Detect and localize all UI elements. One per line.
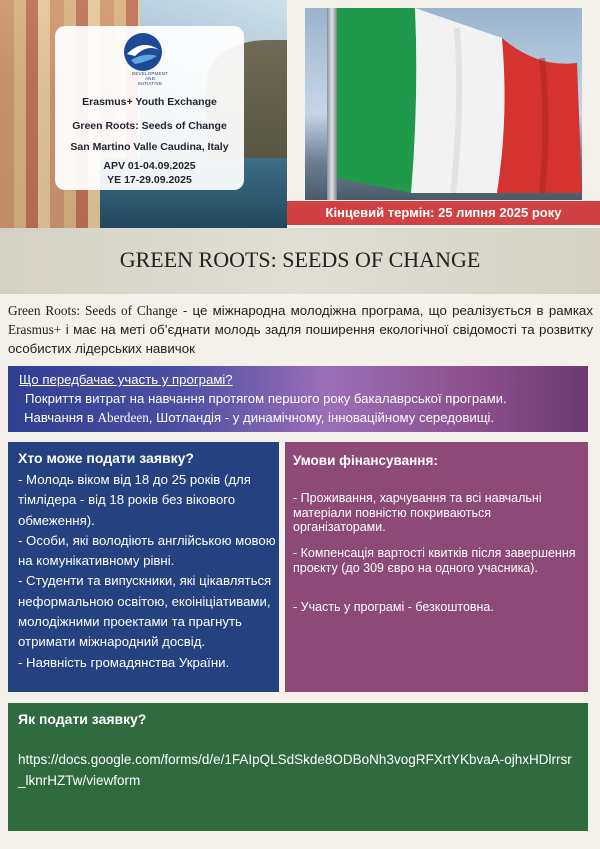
logo-caption: DEVELOPMENT AND INITIATIVE bbox=[131, 71, 169, 86]
funding-item: - Участь у програмі - безкоштовна. bbox=[293, 600, 494, 614]
apply-box bbox=[8, 703, 588, 831]
intro-erasmus: Erasmus+ bbox=[8, 322, 62, 337]
funding-heading: Умови фінансування: bbox=[293, 453, 438, 468]
eligibility-box bbox=[8, 442, 279, 692]
event-info-card bbox=[55, 26, 244, 190]
intro-paragraph bbox=[8, 301, 593, 358]
italian-flag-photo bbox=[305, 8, 582, 200]
page-title: GREEN ROOTS: SEEDS OF CHANGE bbox=[119, 247, 481, 272]
intro-project-name: Green Roots: Seeds of Change bbox=[8, 303, 178, 318]
participation-question: Що передбачає участь у програмі? bbox=[19, 372, 233, 387]
eligibility-heading: Хто може подати заявку? bbox=[18, 450, 194, 466]
coastal-village-photo bbox=[0, 0, 287, 228]
ye-dates: YE 17-29.09.2025 bbox=[107, 174, 192, 186]
development-and-initiative-logo bbox=[117, 32, 169, 72]
apv-dates: APV 01-04.09.2025 bbox=[103, 160, 196, 172]
eligibility-item: - Особи, які володіють англійською мовою на комунікативному рівні. bbox=[18, 532, 276, 569]
application-form-link[interactable]: https://docs.google.com/forms/d/e/1FAIpQLSdSkde8ODBoNh3vogRFXrtYKbvaA-ojhxHDlrrsr_lknrHZTw/viewform bbox=[18, 752, 572, 788]
intro-text-2: і має на меті об’єднати молодь задля поширення екологічної свідомості та розвитку особистих лідерських навичок bbox=[8, 322, 593, 356]
italian-flag bbox=[337, 8, 582, 193]
participation-banner bbox=[8, 366, 588, 432]
program-name: Erasmus+ Youth Exchange bbox=[82, 96, 217, 108]
funding-box bbox=[285, 442, 588, 692]
deadline-banner: Кінцевий термін: 25 липня 2025 року bbox=[287, 201, 600, 225]
flag-pole bbox=[327, 8, 337, 200]
apply-heading: Як подати заявку? bbox=[18, 711, 147, 727]
eligibility-item: - Наявність громадянства України. bbox=[18, 654, 230, 670]
funding-item: - Проживання, харчування та всі навчальні матеріали повністю покриваються організаторами. bbox=[293, 491, 542, 534]
project-location: San Martino Valle Caudina, Italy bbox=[70, 141, 229, 153]
project-name: Green Roots: Seeds of Change bbox=[72, 120, 227, 132]
eligibility-item: - Молодь віком від 18 до 25 років (для тімлідера - від 18 років без вікового обмеження). bbox=[18, 472, 251, 528]
intro-text-1: - це міжнародна молодіжна програма, що реалізується в рамках bbox=[177, 303, 593, 318]
eligibility-list bbox=[18, 470, 280, 673]
participation-line-2: Навчання в Aberdeen, Шотландія - у динамічному, інноваційному середовищі. bbox=[24, 410, 495, 425]
funding-item: - Компенсація вартості квитків після завершення проєкту (до 309 євро на одного учасника). bbox=[293, 546, 576, 575]
eligibility-item: - Студенти та випускники, які цікавляться неформальною освітою, екоініціативами, молодіжними проектами та прагнуть отримати міжнародний досвід. bbox=[18, 573, 272, 650]
participation-line-1: Покриття витрат на навчання протягом першого року бакалаврської програми. bbox=[25, 391, 507, 406]
